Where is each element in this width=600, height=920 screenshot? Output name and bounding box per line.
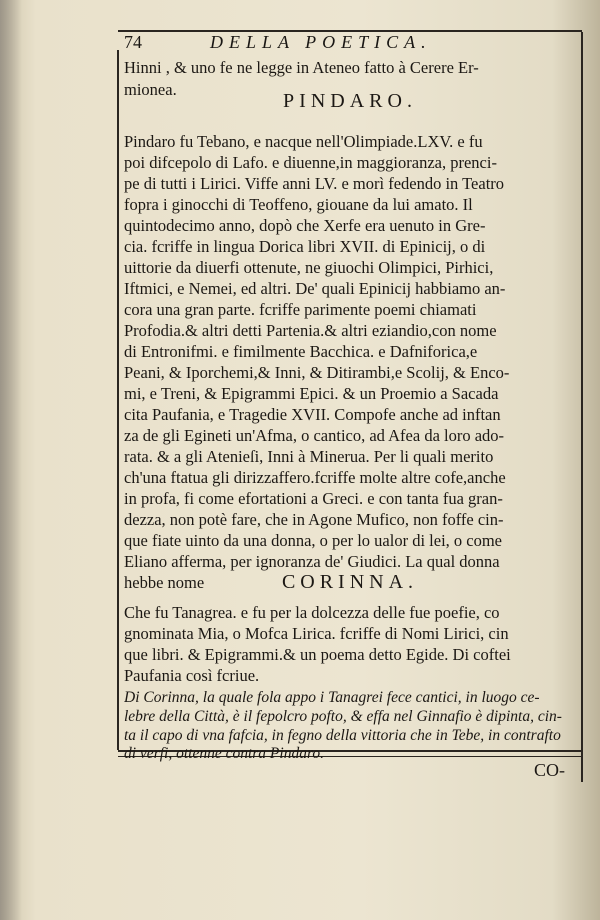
- text-line: Peani, & Iporchemi,& Inni, & Ditirambi,e Scolij, & Enco-: [124, 363, 510, 382]
- text-line: dezza, non potè fare, che in Agone Mufico, non foffe cin-: [124, 510, 504, 529]
- quote-line: ta il capo di vna fafcia, in fegno della vittoria che in Tebe, in contrafto: [124, 727, 561, 744]
- text-line: mi, e Treni, & Epigrammi Epici. & un Proemio a Sacada: [124, 384, 499, 403]
- section-heading-pindaro: PINDARO.: [283, 90, 417, 112]
- running-title: DELLA POETICA.: [210, 32, 432, 52]
- text-line: hebbe nome: [124, 573, 205, 592]
- catchword: CO-: [534, 760, 565, 780]
- text-line: que fiate uinto da una donna, o per lo ualor di lei, o come: [124, 531, 503, 550]
- text-line: Profodia.& altri detti Partenia.& altri eziandio,con nome: [124, 321, 497, 340]
- text-line: Iftmici, e Nemei, ed altri. De' quali Epinicij habbiamo an-: [124, 279, 506, 298]
- text-line: pe di tutti i Lirici. Viffe anni LV. e morì fedendo in Teatro: [124, 174, 505, 193]
- quote-line: Di Corinna, la quale fola appo i Tanagrei fece cantici, in luogo ce-: [124, 689, 540, 706]
- quote-line: lebre della Città, è il fepolcro pofto, & effa nel Ginnafio è dipinta, cin-: [124, 708, 562, 725]
- quote-line: di verfi, ottenne contra Pindaro.: [124, 745, 325, 762]
- left-frame-rule: [117, 50, 119, 750]
- right-frame-rule: [581, 32, 583, 782]
- text-line: Eliano afferma, per ignoranza de' Giudici. La qual donna: [124, 552, 500, 571]
- text-line: fopra i ginocchi di Teoffeno, giouane da lui amato. Il: [124, 195, 473, 214]
- page-number: 74: [124, 32, 142, 52]
- text-line: Paufania così fcriue.: [124, 666, 260, 685]
- text-line: poi difcepolo di Lafo. e diuenne,in maggioranza, prenci-: [124, 153, 497, 172]
- intro-line: mionea.: [124, 80, 177, 99]
- text-line: in profa, fi come efortationi a Greci. e con tanta fua gran-: [124, 489, 503, 508]
- text-line: Che fu Tanagrea. e fu per la dolcezza delle fue poefie, co: [124, 603, 500, 622]
- text-line: ch'una ftatua gli dirizzaffero.fcriffe molte altre cofe,anche: [124, 468, 506, 487]
- text-line: gnominata Mia, o Mofca Lirica. fcriffe di Nomi Lirici, cin: [124, 624, 509, 643]
- text-line: quintodecimo anno, dopò che Xerfe era uenuto in Gre-: [124, 216, 486, 235]
- text-line: di Entronifmi. e fimilmente Bacchica. e Dafniforica,e: [124, 342, 478, 361]
- text-line: uittorie da diuerfi ottenute, ne giuochi Olimpici, Pirhici,: [124, 258, 494, 277]
- text-line: cita Paufania, e Tragedie XVII. Compofe anche ad inftan: [124, 405, 501, 424]
- text-line: za de gli Egineti un'Afma, o cantico, ad Afea da loro ado-: [124, 426, 505, 445]
- section-heading-corinna: CORINNA.: [281, 571, 419, 593]
- text-line: que libri. & Epigrammi.& un poema detto Egide. Di coftei: [124, 645, 511, 664]
- text-line: Pindaro fu Tebano, e nacque nell'Olimpiade.LXV. e fu: [124, 132, 483, 151]
- binding-shadow: [0, 0, 22, 920]
- running-header: [124, 32, 576, 56]
- intro-line: Hinni , & uno fe ne legge in Ateneo fatto à Cerere Er-: [124, 58, 479, 77]
- text-line: cora una gran parte. fcriffe parimente poemi chiamati: [124, 300, 477, 319]
- text-line: rata. & a gli Atenieſi, Inni à Minerua. Per li quali merito: [124, 447, 494, 466]
- text-line: cia. fcriffe in lingua Dorica libri XVII. di Epinicij, o di: [124, 237, 486, 256]
